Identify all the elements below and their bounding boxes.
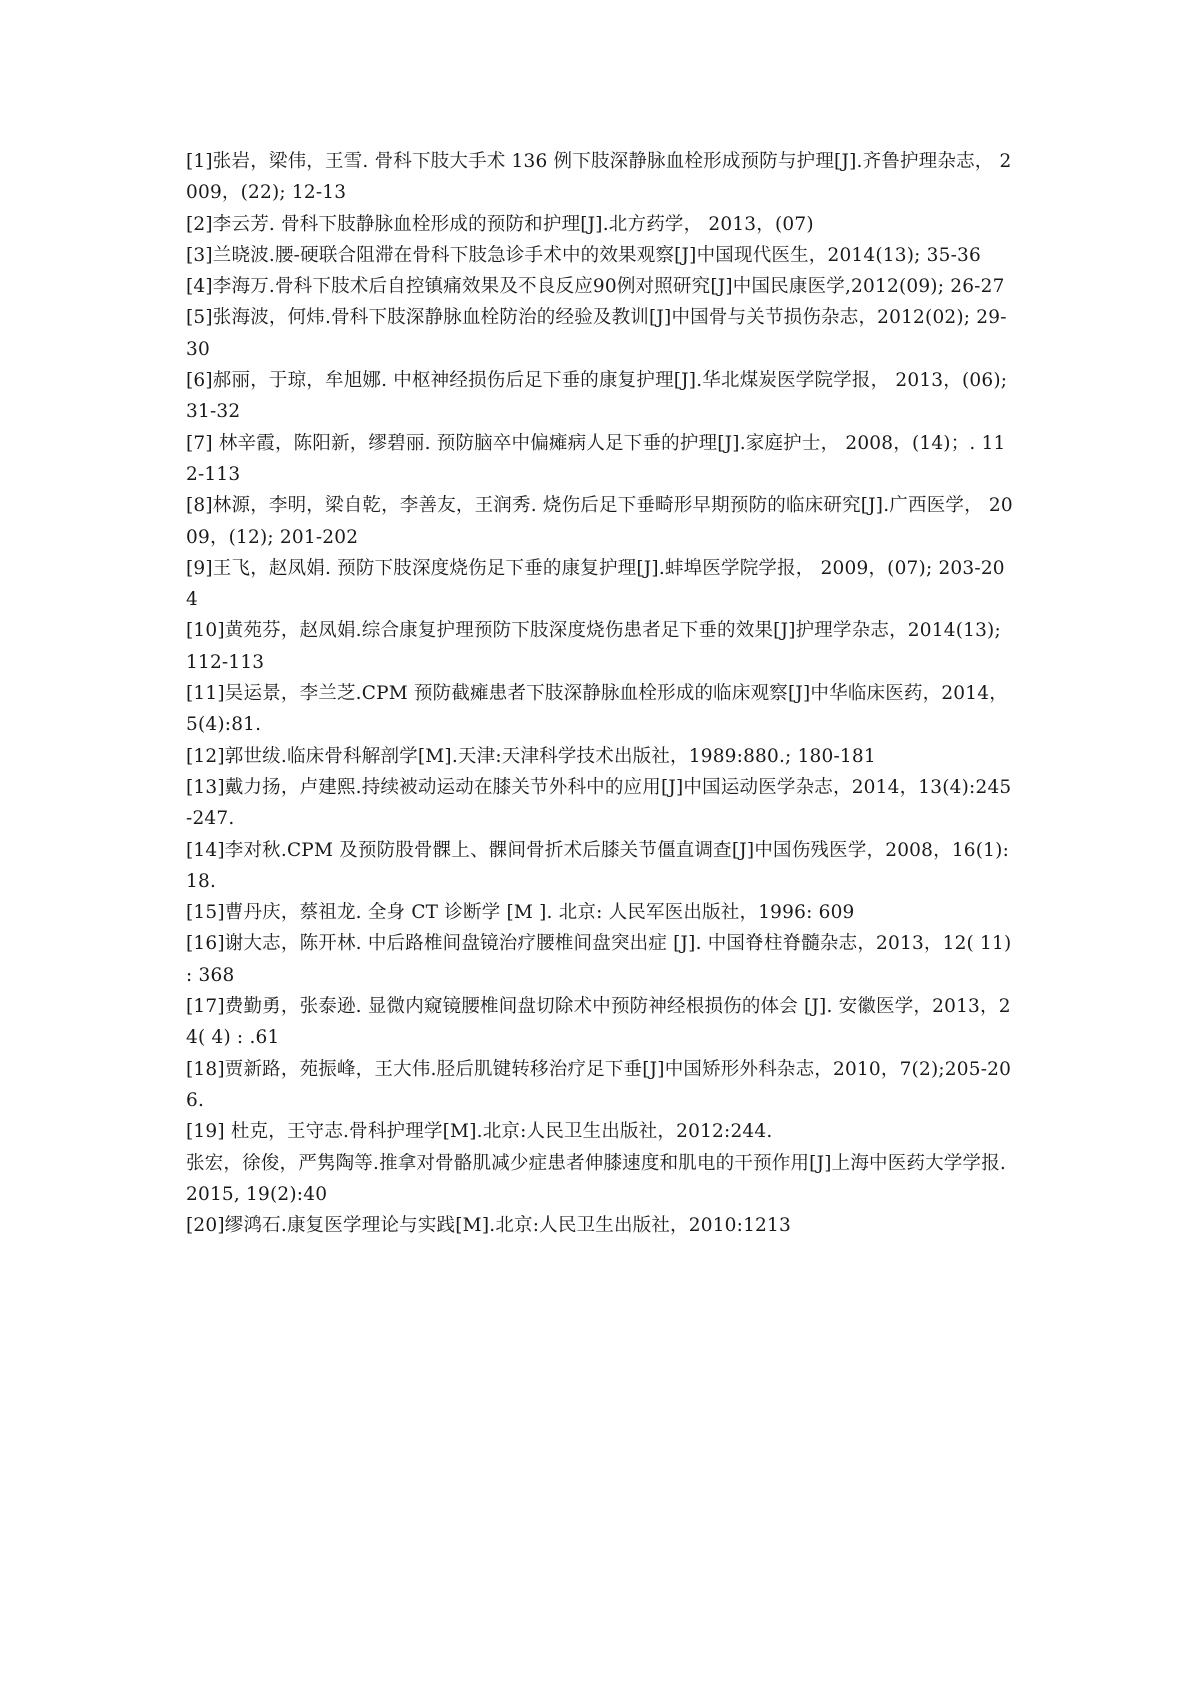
reference-item: [6]郝丽，于琼，牟旭娜. 中枢神经损伤后足下垂的康复护理[J].华北煤炭医学院学报， 2013，(06); 31-32 — [186, 370, 1008, 423]
reference-item: [10]黄苑芬，赵凤娟.综合康复护理预防下肢深度烧伤患者足下垂的效果[J]护理学杂志，2014(13); 112-113 — [186, 620, 1001, 673]
reference-item: [14]李对秋.CPM 及预防股骨髁上、髁间骨折术后膝关节僵直调查[J]中国伤残医学，2008，16(1):18. — [186, 839, 1009, 892]
reference-item: [12]郭世绂.临床骨科解剖学[M].天津:天津科学技术出版社，1989:880.; 180-181 — [186, 745, 876, 767]
reference-item: [17]费勤勇，张泰逊. 显微内窥镜腰椎间盘切除术中预防神经根损伤的体会 [J]. 安徽医学，2013，24( 4) : .61 — [186, 996, 1011, 1049]
reference-item: [5]张海波，何炜.骨科下肢深静脉血栓防治的经验及教训[J]中国骨与关节损伤杂志，2012(02); 29-30 — [186, 307, 1007, 360]
reference-item: [7] 林辛霞，陈阳新，缪碧丽. 预防脑卒中偏瘫病人足下垂的护理[J].家庭护士， 2008，(14)；. 112-113 — [186, 432, 1006, 485]
reference-item: [11]吴运景，李兰芝.CPM 预防截瘫患者下肢深静脉血栓形成的临床观察[J]中华临床医药，2014，5(4):81. — [186, 683, 1008, 736]
reference-item: [19] 杜克，王守志.骨科护理学[M].北京:人民卫生出版社，2012:244. — [186, 1121, 773, 1143]
reference-item: [4]李海万.骨科下肢术后自控镇痛效果及不良反应90例对照研究[J]中国民康医学,2012(09); 26-27 — [186, 276, 1005, 298]
reference-item: [18]贾新路，苑振峰，王大伟.胫后肌键转移治疗足下垂[J]中国矫形外科杂志，2010，7(2);205-206. — [186, 1058, 1012, 1111]
reference-item: [1]张岩，梁伟，王雪. 骨科下肢大手术 136 例下肢深静脉血栓形成预防与护理[J].齐鲁护理杂志， 2009，(22); 12-13 — [186, 151, 1012, 204]
reference-item: [15]曹丹庆，蔡祖龙. 全身 CT 诊断学 [M ]. 北京: 人民军医出版社，1996: 609 — [186, 902, 855, 924]
reference-item: [2]李云芳. 骨科下肢静脉血栓形成的预防和护理[J].北方药学， 2013，(07) — [186, 213, 814, 235]
reference-item: [8]林源，李明，梁自乾，李善友，王润秀. 烧伤后足下垂畸形早期预防的临床研究[J].广西医学， 2009，(12); 201-202 — [186, 495, 1013, 548]
reference-item: [3]兰晓波.腰-硬联合阻滞在骨科下肢急诊手术中的效果观察[J]中国现代医生，2014(13); 35-36 — [186, 244, 981, 266]
reference-item: [20]缪鸿石.康复医学理论与实践[M].北京:人民卫生出版社，2010:1213 — [186, 1215, 791, 1237]
reference-item: 张宏，徐俊，严隽陶等.推拿对骨骼肌减少症患者伸膝速度和肌电的干预作用[J]上海中医药大学学报. 2015, 19(2):40 — [186, 1152, 1007, 1205]
reference-list — [186, 146, 1016, 1241]
reference-item: [9]王飞，赵凤娟. 预防下肢深度烧伤足下垂的康复护理[J].蚌埠医学院学报， 2009，(07); 203-204 — [186, 557, 1005, 611]
reference-item: [16]谢大志，陈开林. 中后路椎间盘镜治疗腰椎间盘突出症 [J]. 中国脊柱脊髓杂志，2013，12( 11) : 368 — [186, 933, 1012, 986]
reference-item: [13]戴力扬，卢建熙.持续被动运动在膝关节外科中的应用[J]中国运动医学杂志，2014，13(4):245-247. — [186, 776, 1012, 830]
